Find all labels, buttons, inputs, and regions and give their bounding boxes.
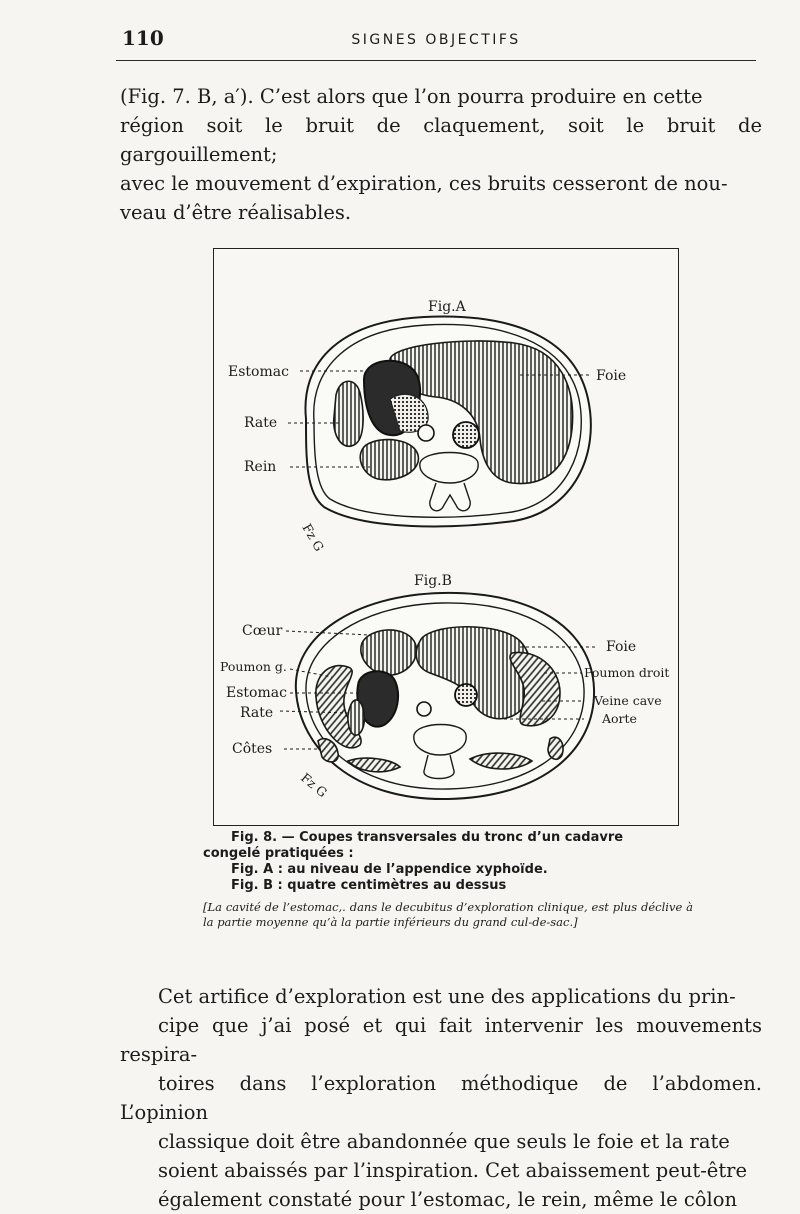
fig-b-label-estomac: Estomac bbox=[226, 685, 287, 701]
text-line: région soit le bruit de claquement, soit le bruit de gargouillement; bbox=[120, 114, 762, 166]
paragraph-2 bbox=[120, 982, 762, 1214]
fig-a-mark: Fz G bbox=[299, 521, 328, 554]
text-line: également constaté pour l’estomac, le rein, même le côlon bbox=[158, 1188, 738, 1211]
fig-b-label-aorte: Aorte bbox=[602, 711, 637, 726]
text-line: classique doit être abandonnée que seuls le foie et la rate bbox=[158, 1130, 730, 1153]
text-line: cipe que j’ai posé et qui fait intervenir les mouvements respira- bbox=[120, 1014, 762, 1066]
fig-b-label-cotes: Côtes bbox=[232, 741, 273, 757]
fig-b-label-poumon-droit: Poumon droit bbox=[584, 665, 670, 680]
fig-a-label-foie: Foie bbox=[596, 368, 627, 384]
fig-b-label-foie: Foie bbox=[606, 639, 637, 655]
header-rule bbox=[116, 60, 756, 61]
caption-line: Fig. 8. — Coupes transversales du tronc d’un cadavre bbox=[231, 830, 624, 845]
fig-b-title: Fig.B bbox=[414, 573, 452, 589]
page-number: 110 bbox=[122, 26, 164, 50]
text-line: toires dans l’exploration méthodique de l’abdomen. L’opinion bbox=[120, 1072, 762, 1124]
fig-b-mark: Fz G bbox=[298, 769, 331, 801]
anatomical-figure bbox=[213, 248, 679, 826]
running-title: SIGNES OBJECTIFS bbox=[351, 32, 521, 48]
text-line: avec le mouvement d’expiration, ces bruits cesseront de nou- bbox=[120, 172, 728, 195]
fig-a-label-rate: Rate bbox=[244, 415, 278, 431]
fig-a-label-estomac: Estomac bbox=[228, 364, 289, 380]
fig-b-label-veine-cave: Veine cave bbox=[594, 693, 662, 708]
caption-line: Fig. A : au niveau de l’appendice xyphoïde. bbox=[231, 862, 548, 877]
page-header bbox=[116, 26, 756, 56]
text-line: veau d’être réalisables. bbox=[120, 201, 352, 224]
text-line: Cet artifice d’exploration est une des applications du prin- bbox=[158, 985, 736, 1008]
caption-line: congelé pratiquées : bbox=[203, 846, 354, 861]
fig-a-label-rein: Rein bbox=[244, 459, 277, 475]
text-line: (Fig. 7. B, a′). C’est alors que l’on pourra produire en cette bbox=[120, 85, 703, 108]
figure-caption bbox=[203, 830, 693, 930]
fig-a bbox=[228, 299, 626, 554]
fig-b-label-rate: Rate bbox=[240, 705, 274, 721]
caption-line: Fig. B : quatre centimètres au dessus bbox=[231, 878, 507, 893]
fig-a-title: Fig.A bbox=[428, 299, 466, 315]
fig-b-label-coeur: Cœur bbox=[242, 623, 283, 639]
paragraph-1 bbox=[120, 82, 762, 227]
figure-drawing bbox=[214, 249, 678, 825]
fig-b-label-poumon-g: Poumon g. bbox=[220, 659, 287, 674]
caption-note: [La cavité de l’estomac,. dans le decubitus d’exploration clinique, est plus déclive à la partie moyenne qu’à la partie inférieurs du grand cul-de-sac.] bbox=[203, 900, 693, 929]
fig-b bbox=[220, 573, 669, 800]
text-line: soient abaissés par l’inspiration. Cet abaissement peut-être bbox=[158, 1159, 748, 1182]
